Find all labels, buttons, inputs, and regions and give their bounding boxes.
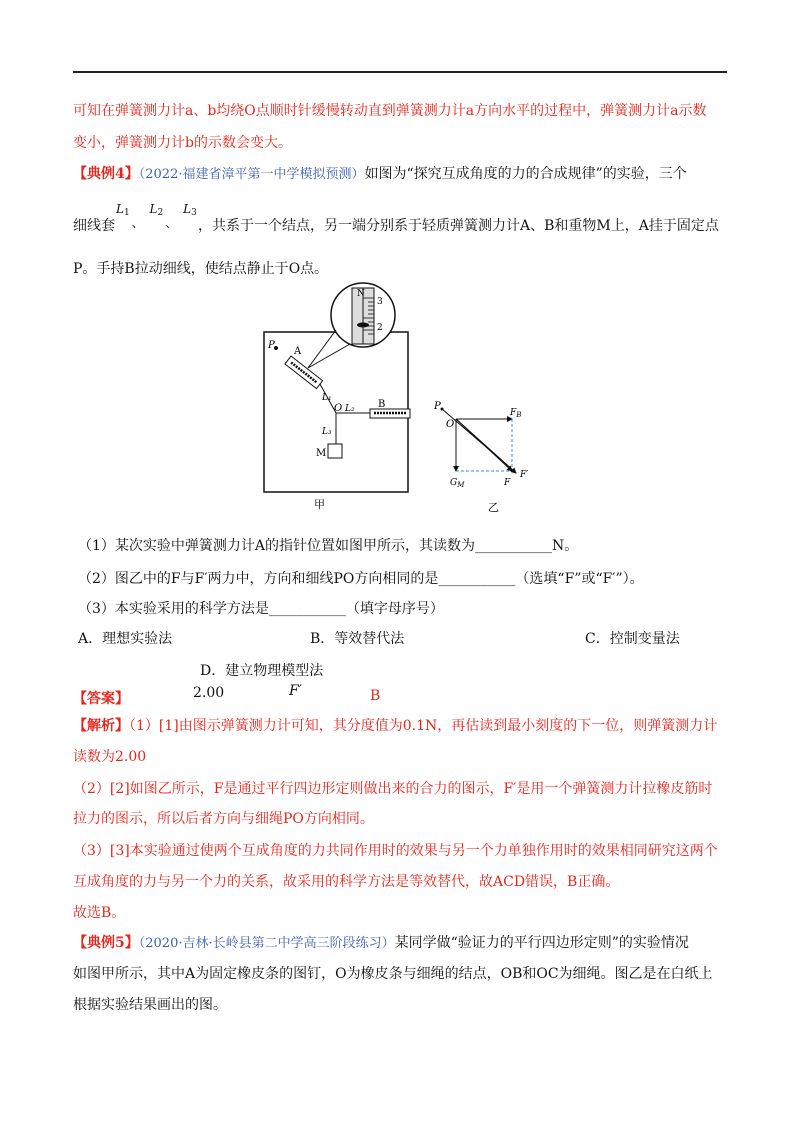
analysis-tag: 【解析】: [73, 718, 129, 734]
yi-label-F: F: [504, 478, 511, 488]
label-P: P: [268, 340, 275, 351]
example4-line3: P。手持B拉动细线，使结点静止于O点。: [73, 261, 329, 277]
example5-heading: [73, 932, 689, 952]
figure-yi: [430, 395, 550, 520]
example4-intro: 如图为“探究互成角度的力的合成规律”的实验，三个: [364, 166, 687, 182]
spring-scale-A: [285, 356, 323, 389]
analysis-p2-line1: （2）[2]如图乙所示，F是通过平行四边形定则做出来的合力的图示，F′是用一个弹簧测力计拉橡皮筋时: [73, 781, 713, 797]
analysis-p1-text: （1）[1]由图示弹簧测力计可知，其分度值为0.1N，再估读到最小刻度的下一位，则弹簧测力计: [129, 718, 718, 734]
analysis-p3-line1: （3）[3]本实验通过使两个互成角度的力共同作用时的效果与另一个力单独作用时的效果相同研究这两个: [73, 843, 718, 859]
analysis-p3-line2: 互成角度的力与另一个力的关系，故采用的科学方法是等效替代，故ACD错误，B正确。: [73, 874, 620, 890]
header-rule: [73, 71, 727, 73]
example4-tag: 【典例4】: [73, 166, 139, 182]
arrow-Fprime: [456, 419, 516, 473]
scale-pointer: [357, 323, 369, 328]
question-1: （1）某次实验中弹簧测力计A的指针位置如图甲所示，其读数为___________N。: [78, 538, 579, 554]
scale-N-label: N: [357, 289, 365, 299]
top-note-line1: 可知在弹簧测力计a、b均绕O点顺时针缓慢转动直到弹簧测力计a方向水平的过程中，弹簧测力计a示数: [73, 103, 707, 119]
scale-tick-2: 2: [377, 323, 383, 333]
example4-source: （2022·福建省漳平第一中学模拟预测）: [138, 167, 365, 182]
label-L2: L₂: [345, 404, 355, 414]
label-L3: L₃: [322, 427, 332, 437]
yi-label-FB: $F_B$: [510, 408, 522, 419]
example5-line3: 根据实验结果画出的图。: [73, 997, 227, 1013]
label-O: O: [334, 403, 343, 414]
example5-tag: 【典例5】: [73, 935, 139, 951]
example5-line2: 如图甲所示，其中A为固定橡皮条的图钉，O为橡皮条与细绳的结点，OB和OC为细绳。图乙是在白纸上: [73, 966, 713, 982]
option-D: D．建立物理模型法: [200, 663, 324, 679]
caption-jia: 甲: [314, 498, 325, 510]
example4-line2-suffix: ，共系于一个结点，另一端分别系于轻质弹簧测力计A、B和重物M上，A挂于固定点: [198, 218, 719, 234]
answer-2: F′: [289, 683, 302, 699]
weight-M: [328, 444, 342, 458]
question-3: （3）本实验采用的科学方法是___________（填字母序号）: [78, 601, 444, 617]
yi-label-Fprime: F′: [520, 470, 529, 480]
example5-intro: 某同学做“验证力的平行四边形定则”的实验情况: [394, 935, 689, 951]
figure-jia: [260, 280, 420, 510]
option-A: A．理想实验法: [78, 631, 173, 647]
caption-yi: 乙: [488, 501, 499, 514]
example4-line2-prefix: 细线套: [73, 218, 115, 234]
label-B: B: [378, 399, 386, 410]
spring-scale-B: [370, 409, 410, 418]
answer-1: 2.00: [193, 685, 225, 701]
yi-label-P: P: [434, 401, 441, 412]
analysis-conclusion: 故选B。: [73, 905, 126, 921]
answer-tag: 【答案】: [73, 691, 129, 707]
analysis-p1-line1: [73, 715, 717, 735]
label-L1: L₁: [322, 393, 332, 403]
analysis-p2-line2: 拉力的图示，所以后者方向与细绳PO方向相同。: [73, 811, 374, 827]
scale-tick-3: 3: [377, 297, 383, 307]
label-A: A: [294, 346, 302, 357]
magnifier-pointer-line-1: [308, 330, 336, 368]
option-B: B．等效替代法: [310, 631, 405, 647]
yi-label-GM: $G_M$: [450, 478, 465, 489]
label-M: M: [316, 448, 327, 459]
magnifier-pointer-line-2: [308, 344, 350, 368]
analysis-p1-line2: 读数为2.00: [73, 749, 147, 765]
top-note-line2: 变小，弹簧测力计b的示数会变大。: [73, 135, 292, 151]
question-2: （2）图乙中的F与F′两力中，方向和细线PO方向相同的是___________（选填“F”或“F′”）。: [78, 571, 644, 587]
L-symbols: $L_1$、 $L_2$、 $L_3$: [116, 202, 197, 230]
yi-label-O: O: [446, 419, 455, 430]
example4-heading: [73, 163, 687, 183]
answer-3: B: [370, 688, 381, 704]
option-C: C．控制变量法: [585, 631, 680, 647]
example5-source: （2020·吉林·长岭县第二中学高三阶段练习）: [138, 936, 395, 951]
